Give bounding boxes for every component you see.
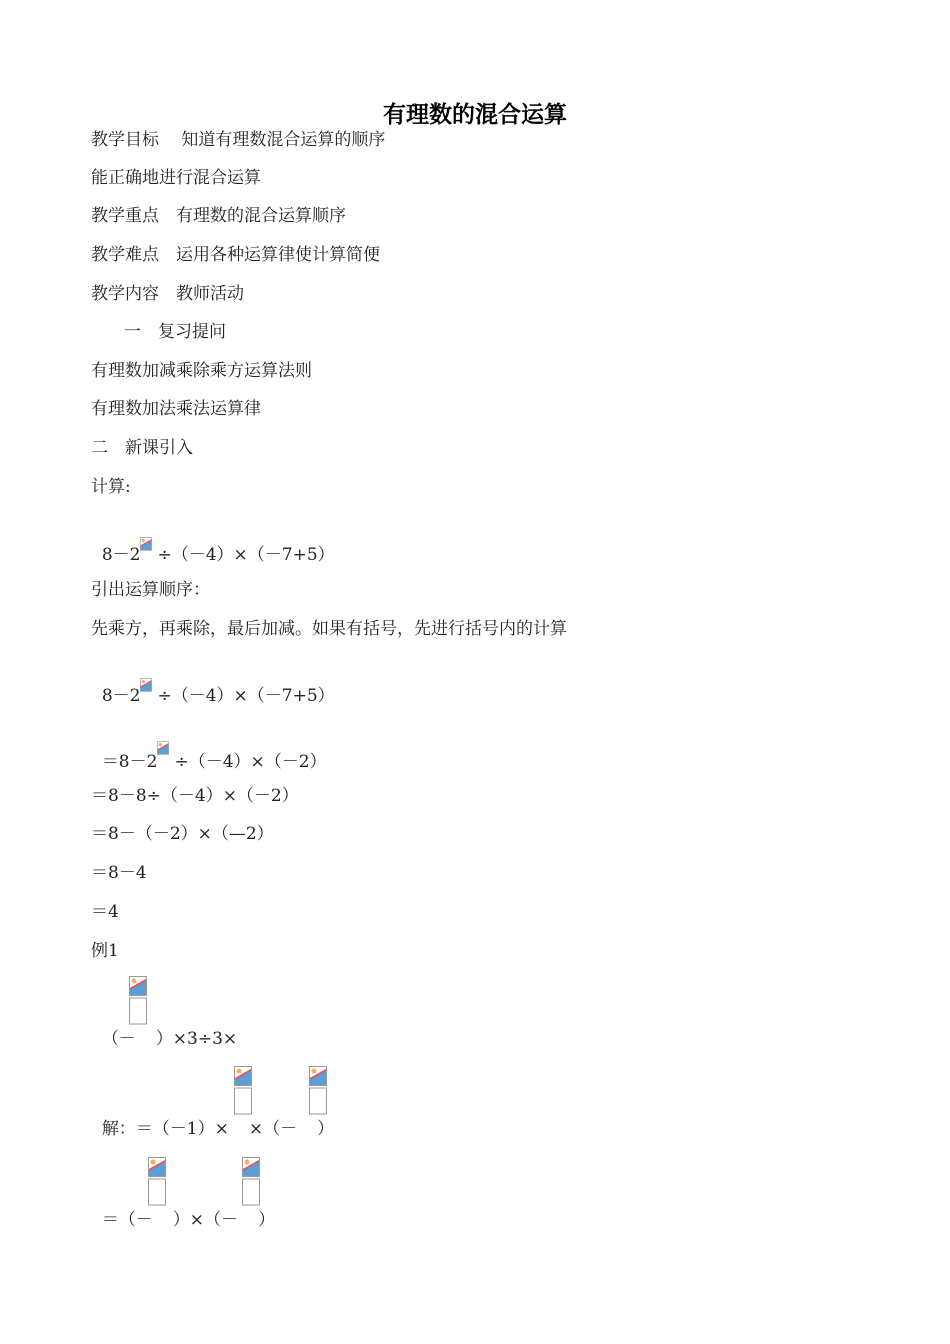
expression-2-part-b: ÷（－4）×（－7+5） bbox=[157, 686, 335, 706]
order-rule: 先乘方，再乘除，最后加减。如果有括号，先进行括号内的计算 bbox=[91, 619, 567, 639]
review-laws: 有理数加法乘法运算律 bbox=[91, 399, 261, 419]
teaching-goal: 教学目标 知道有理数混合运算的顺序 bbox=[91, 130, 386, 150]
calc-label: 计算: bbox=[91, 477, 131, 497]
solution-part-b: ×（－ bbox=[248, 1119, 298, 1139]
step-4: ＝8－4 bbox=[91, 863, 147, 883]
broken-image-icon bbox=[242, 1157, 260, 1207]
expression-1-part-b: ÷（－4）×（－7+5） bbox=[157, 545, 335, 565]
broken-image-icon bbox=[140, 675, 157, 695]
expression-2 bbox=[91, 661, 335, 706]
section-review: 一 复习提问 bbox=[124, 322, 226, 342]
solution-part-a: 解：＝（－1）× bbox=[101, 1119, 229, 1139]
step-1 bbox=[91, 725, 327, 772]
broken-image-icon bbox=[309, 1066, 327, 1116]
broken-image-icon bbox=[129, 976, 147, 1026]
example-expression bbox=[91, 1009, 237, 1049]
example-part-a: （－ bbox=[101, 1029, 136, 1049]
review-rules: 有理数加减乘除乘方运算法则 bbox=[91, 361, 312, 381]
teaching-content: 教学内容 教师活动 bbox=[91, 284, 244, 304]
broken-image-icon bbox=[148, 1157, 166, 1207]
broken-image-icon bbox=[140, 534, 157, 554]
teaching-difficulty: 教学难点 运用各种运算律使计算简便 bbox=[91, 245, 380, 265]
final-part-c: ） bbox=[258, 1210, 276, 1230]
section-new-lesson: 二 新课引入 bbox=[91, 438, 193, 458]
final-part-a: ＝（－ bbox=[101, 1210, 153, 1230]
page-title: 有理数的混合运算 bbox=[383, 102, 567, 128]
step-1-part-a: ＝8－2 bbox=[101, 752, 158, 772]
final-part-b: ）×（－ bbox=[172, 1210, 239, 1230]
order-intro: 引出运算顺序： bbox=[91, 580, 210, 600]
expression-1-part-a: 8－2 bbox=[101, 545, 141, 565]
expression-2-part-a: 8－2 bbox=[101, 686, 141, 706]
broken-image-icon bbox=[234, 1066, 252, 1116]
expression-1 bbox=[91, 520, 335, 565]
teaching-goal-2: 能正确地进行混合运算 bbox=[91, 168, 261, 188]
step-1-part-b: ÷（－4）×（－2） bbox=[174, 752, 327, 772]
example-part-b: ）×3÷3× bbox=[155, 1029, 238, 1049]
example-label: 例1 bbox=[91, 941, 119, 961]
step-3: ＝8－（－2）×（—2） bbox=[91, 824, 274, 844]
teaching-key-point: 教学重点 有理数的混合运算顺序 bbox=[91, 206, 346, 226]
solution-line bbox=[91, 1099, 334, 1139]
step-5: ＝4 bbox=[91, 902, 119, 922]
step-2: ＝8－8÷（－4）×（－2） bbox=[91, 786, 299, 806]
broken-image-icon bbox=[157, 737, 174, 759]
solution-part-c: ） bbox=[317, 1119, 335, 1139]
